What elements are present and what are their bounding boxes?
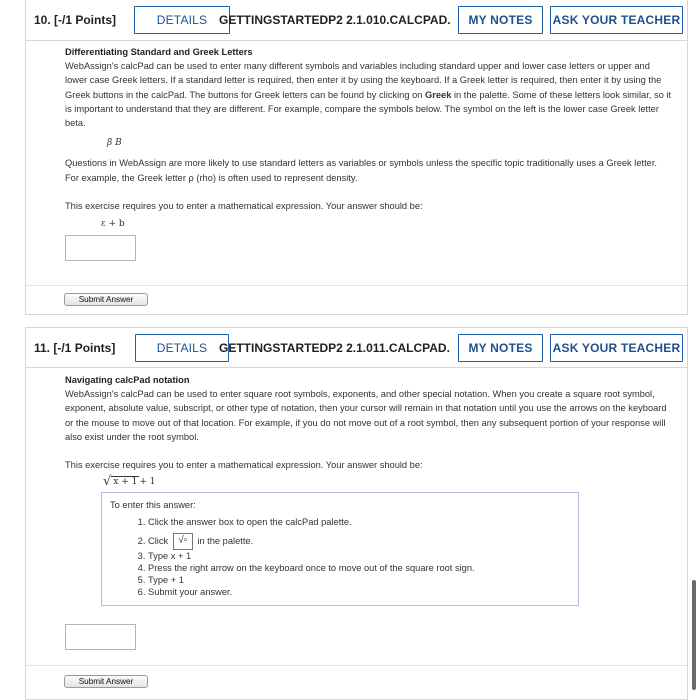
question-code: GETTINGSTARTEDP2 2.1.011.CALCPAD. [219, 341, 450, 355]
question-content [26, 368, 687, 666]
step-item: 1. Click the answer box to open the calcPad palette. [148, 516, 578, 528]
answer-input[interactable] [65, 235, 136, 261]
question-title: Navigating calcPad notation [65, 375, 190, 385]
details-button[interactable]: DETAILS [134, 6, 230, 34]
my-notes-button[interactable]: MY NOTES [458, 334, 543, 362]
question-code: GETTINGSTARTEDP2 2.1.010.CALCPAD. [219, 13, 451, 27]
answer-input[interactable] [65, 624, 136, 650]
question-content [26, 41, 687, 286]
symbol-comparison: β B [107, 138, 122, 149]
step-item [148, 533, 578, 550]
details-button[interactable]: DETAILS [135, 334, 229, 362]
step-text: in the palette. [197, 535, 254, 546]
instruction-text: This exercise requires you to enter a mathematical expression. Your answer should be: [65, 460, 423, 471]
step-item: 4. Press the right arrow on the keyboard once to move out of the square root sign. [148, 562, 578, 574]
instruction-text: This exercise requires you to enter a mathematical expression. Your answer should be: [65, 200, 423, 211]
instructions-title: To enter this answer: [110, 500, 196, 511]
question-number: 10. [-/1 Points] [34, 13, 117, 27]
question-10 [25, 0, 688, 315]
step-item: 3. Type x + 1 [148, 550, 578, 562]
question-paragraph: Questions in WebAssign are more likely to use standard letters as variables or symbols unless the specific topic traditionally uses a Greek letter. For example, the Greek letter ρ (rho) is often used to represent density. [65, 158, 658, 183]
square-root-icon: √ [103, 474, 112, 490]
step-item: 6. Submit your answer. [148, 586, 578, 598]
instructions-box [101, 492, 579, 605]
paragraph-text: in the palette. Some of these letters look similar, so it is important to understand that they are different. For example, compare the symbols below. The symbol on the left is the lower case Greek letter beta. [65, 89, 672, 129]
question-paragraph: WebAssign's calcPad can be used to enter square root symbols, exponents, and other special notation. When you create a square root symbol, exponent, absolute value, subscript, or other type of notation, then your cursor will remain in that notation until you use the arrows on the keyboard or the mouse to move out of that location. For example, if you do not move out of a root symbol, then any subsequent portion of your response will also exist under the root symbol. [65, 389, 667, 442]
submit-answer-button[interactable]: Submit Answer [64, 293, 148, 306]
my-notes-button[interactable]: MY NOTES [458, 6, 543, 34]
question-body [25, 41, 688, 315]
question-title: Differentiating Standard and Greek Letters [65, 47, 253, 57]
ask-your-teacher-button[interactable]: ASK YOUR TEACHER [550, 334, 683, 362]
ask-your-teacher-button[interactable]: ASK YOUR TEACHER [550, 6, 683, 34]
expected-expression: ε + b [101, 219, 125, 230]
paragraph-text: WebAssign's calcPad can be used to enter many different symbols and variables including standard upper and lower case letters or upper and lower case Greek letters. If a standard letter is required, then enter it by using the keyboard. If a Greek letter is required, then enter it by using the Greek buttons in the calcPad. The buttons for Greek letters can be found by clicking on [65, 61, 662, 100]
instruction-steps [110, 516, 578, 599]
expected-expression [65, 475, 673, 489]
step-text: Click [148, 535, 169, 546]
scrollbar[interactable] [692, 580, 696, 690]
greek-keyword: Greek [425, 89, 452, 100]
square-root-button-icon: √▫ [173, 533, 193, 550]
expression-rest: + 1 [139, 477, 156, 488]
question-paragraph [65, 59, 673, 130]
question-body [25, 368, 688, 700]
question-header [25, 327, 688, 368]
step-item: 5. Type + 1 [148, 574, 578, 586]
submit-answer-button[interactable]: Submit Answer [64, 675, 148, 688]
question-11 [25, 327, 688, 700]
question-header [25, 0, 688, 41]
radicand: x + 1 [113, 477, 138, 488]
question-number: 11. [-/1 Points] [34, 341, 116, 355]
